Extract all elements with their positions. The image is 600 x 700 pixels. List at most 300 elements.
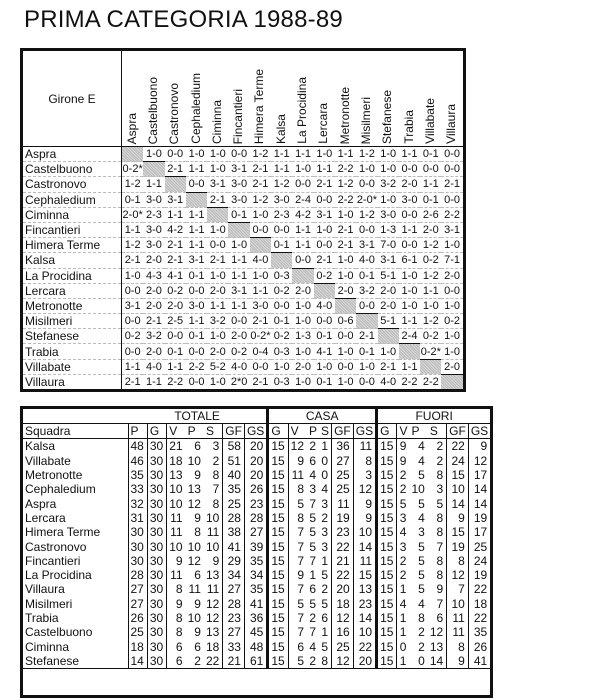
- stat-cell: 4: [321, 482, 329, 497]
- stat-cell: 2: [397, 482, 410, 496]
- stat-cell: 5: [418, 468, 425, 483]
- stat-cell: 9: [353, 511, 376, 525]
- result-cell: 0-1: [122, 192, 144, 207]
- column-header: GF: [447, 424, 469, 439]
- diagonal-cell: [271, 253, 292, 268]
- stat-cell: 13: [429, 639, 444, 654]
- stat-cell: 11: [288, 468, 307, 482]
- stat-cell: 20: [244, 439, 267, 454]
- stat-cell: 35: [244, 582, 267, 596]
- stat-cell: 15: [268, 525, 288, 539]
- stat-cell: 5: [436, 496, 444, 511]
- result-cell: 0-0: [420, 162, 441, 177]
- matrix-corner-label: Girone E: [22, 50, 122, 147]
- result-cell: 7-1: [441, 253, 464, 268]
- result-cell: 1-1: [186, 314, 207, 329]
- stat-cell: 8: [436, 553, 444, 568]
- matrix-row: [22, 238, 465, 253]
- result-cell: 3-1: [356, 238, 377, 253]
- result-cell: 0-0: [441, 162, 464, 177]
- result-cell: 1-0: [356, 359, 377, 374]
- stat-cell: 15: [268, 625, 288, 639]
- column-team-name: Stefanese: [380, 89, 395, 144]
- result-cell: 1-0: [228, 238, 249, 253]
- result-cell: 0-0: [122, 283, 144, 298]
- stat-cell: 14: [429, 653, 444, 668]
- stat-cell: 35: [468, 625, 491, 639]
- stat-cell: 10: [447, 597, 469, 611]
- stat-cell: 12: [447, 568, 469, 582]
- stat-cell: 9: [212, 553, 220, 568]
- matrix-column-header: [143, 50, 164, 147]
- standings-body: [22, 439, 492, 669]
- result-cell: 1-0: [292, 298, 313, 313]
- matrix-row: [22, 192, 465, 207]
- stat-cell: 15: [268, 454, 288, 468]
- stat-cell: 30: [147, 625, 166, 639]
- result-cell: 0-2: [122, 329, 144, 344]
- diagonal-cell: [207, 207, 228, 222]
- result-cell: 2-2: [420, 374, 441, 390]
- column-header: GF: [332, 424, 354, 439]
- stat-cell: 41: [223, 539, 245, 553]
- stat-cell: 3: [397, 511, 410, 525]
- stat-cell: 10: [167, 539, 186, 553]
- stat-cell: 23: [244, 496, 267, 510]
- standings-row: [22, 454, 492, 468]
- stat-cell: 25: [332, 482, 354, 496]
- stat-cell: 5: [309, 510, 317, 525]
- result-cell: 2-1: [378, 359, 399, 374]
- stat-cell: 3: [321, 496, 329, 511]
- result-cell: 2-0: [143, 344, 164, 359]
- matrix-row: [22, 268, 465, 283]
- stat-cell: 6: [194, 568, 201, 583]
- stat-cell: 15: [268, 439, 288, 454]
- column-team-name: Misilmeri: [358, 96, 373, 144]
- result-cell: 2-0: [420, 222, 441, 237]
- result-cell: 1-2: [356, 147, 377, 162]
- stat-cell: 8: [194, 525, 201, 540]
- stat-cell: 11: [188, 582, 201, 597]
- result-cell: 3-0: [143, 222, 164, 237]
- stat-cell: 8: [436, 525, 444, 540]
- stat-cell: 1: [397, 611, 410, 625]
- result-cell: 1-2: [335, 177, 356, 192]
- stat-cell: 30: [147, 597, 166, 611]
- row-team-name: Stefanese: [22, 329, 122, 344]
- stat-cell: 15: [268, 611, 288, 625]
- results-matrix: [20, 48, 466, 392]
- stat-cell: 5: [418, 582, 425, 597]
- stat-cell: 2: [309, 653, 317, 668]
- result-cell: 1-0: [441, 344, 464, 359]
- column-team-name: Castelbuono: [145, 76, 160, 144]
- matrix-column-header: [122, 50, 144, 147]
- result-cell: 0-1: [356, 344, 377, 359]
- result-cell: 1-0: [378, 344, 399, 359]
- stat-cell: 12: [332, 611, 354, 625]
- stat-cell: 30: [147, 582, 166, 596]
- stat-cell: 4: [418, 510, 425, 525]
- stat-cell: 0: [321, 453, 329, 468]
- stat-cell: 8: [447, 554, 469, 568]
- result-cell: 2-0: [292, 359, 313, 374]
- result-cell: 1-0: [207, 222, 228, 237]
- column-team-name: Metronotte: [337, 86, 352, 144]
- stat-cell: 8: [436, 468, 444, 483]
- row-team-name: Lercara: [22, 283, 122, 298]
- stat-cell: 5: [321, 639, 329, 654]
- stat-cell: 3: [309, 482, 317, 497]
- column-team-name: Trabia: [401, 110, 416, 144]
- stat-cell: 15: [377, 439, 397, 454]
- stat-cell: 12: [187, 553, 201, 568]
- result-cell: 3-1: [207, 177, 228, 192]
- stat-cell: 1: [397, 582, 410, 596]
- result-cell: 4-0: [228, 359, 249, 374]
- stat-cell: 23: [353, 597, 376, 611]
- stat-cell: 11: [167, 511, 186, 525]
- standings-row: [22, 468, 492, 482]
- result-cell: 1-0: [314, 359, 335, 374]
- result-cell: 3-0: [228, 177, 249, 192]
- stat-cell: 6: [309, 453, 317, 468]
- stat-cell: 8: [353, 454, 376, 468]
- column-header: G: [268, 424, 288, 439]
- stat-cell: 30: [147, 511, 166, 525]
- matrix-row: [22, 329, 465, 344]
- stat-cell: 46: [128, 454, 147, 468]
- stat-cell: 2: [321, 510, 329, 525]
- stat-cell: 33: [128, 482, 147, 496]
- stat-cell: 4: [418, 453, 425, 468]
- result-cell: 1-1: [165, 207, 186, 222]
- stat-cell: 5: [288, 597, 307, 611]
- result-cell: 4-0: [250, 253, 271, 268]
- result-cell: 1-1: [292, 222, 313, 237]
- team-name: Misilmeri: [25, 596, 73, 611]
- stat-cell: 7: [288, 525, 307, 539]
- stat-cell: 48: [128, 439, 147, 454]
- result-cell: 2-1: [314, 177, 335, 192]
- result-cell: 0-0: [399, 207, 420, 222]
- stat-cell: 9: [167, 554, 186, 568]
- column-header: GS: [244, 424, 267, 439]
- column-header: GF: [223, 424, 245, 439]
- result-cell: 0-1: [228, 207, 249, 222]
- result-cell: 1-2: [122, 238, 144, 253]
- stat-cell: 45: [244, 625, 267, 639]
- result-cell: 2-1: [335, 222, 356, 237]
- column-header: P: [309, 424, 318, 439]
- matrix-row: [22, 147, 465, 162]
- stat-cell: 13: [353, 582, 376, 596]
- group-totale: TOTALE: [128, 408, 268, 424]
- stat-cell: 7: [309, 625, 317, 640]
- stat-cell: 15: [377, 568, 397, 582]
- result-cell: 1-2: [122, 177, 144, 192]
- result-cell: 5-1: [378, 314, 399, 329]
- stat-cell: 31: [128, 511, 147, 525]
- result-cell: 0-1: [271, 314, 292, 329]
- result-cell: 2-2: [335, 192, 356, 207]
- result-cell: 2-0: [207, 344, 228, 359]
- team-name: Castelbuono: [25, 625, 93, 640]
- stat-cell: 15: [377, 496, 397, 510]
- stat-cell: 10: [167, 496, 186, 510]
- result-cell: 3-0: [399, 192, 420, 207]
- stat-cell: 41: [468, 654, 491, 669]
- result-cell: 2-5: [165, 314, 186, 329]
- matrix-column-header: [186, 50, 207, 147]
- stat-cell: 9: [194, 510, 201, 525]
- result-cell: 3-0: [186, 298, 207, 313]
- result-cell: 4-0: [378, 374, 399, 390]
- matrix-column-header: [271, 50, 292, 147]
- stat-cell: 30: [147, 554, 166, 568]
- result-cell: 1-0: [335, 344, 356, 359]
- result-cell: 2-1: [165, 162, 186, 177]
- stat-cell: 5: [418, 568, 425, 583]
- diagonal-cell: [292, 268, 313, 283]
- result-cell: 2-2: [165, 374, 186, 390]
- stat-cell: 28: [128, 568, 147, 582]
- result-cell: 0-0: [356, 222, 377, 237]
- team-name: La Procidina: [25, 568, 92, 583]
- result-cell: 0-2*: [250, 330, 271, 343]
- result-cell: 0-0: [356, 374, 377, 390]
- result-cell: 4-2: [165, 222, 186, 237]
- result-cell: 0-1: [186, 329, 207, 344]
- result-cell: 2-1: [441, 177, 464, 192]
- result-cell: 0-0: [250, 359, 271, 374]
- column-team-name: Ciminna: [209, 99, 224, 144]
- group-fuori: FUORI: [377, 408, 492, 424]
- result-cell: 0-0: [314, 192, 335, 207]
- stat-cell: 0: [321, 468, 329, 483]
- stat-cell: 30: [147, 654, 166, 669]
- diagonal-cell: [420, 359, 441, 374]
- column-header: Squadra: [22, 424, 129, 439]
- result-cell: 1-2: [250, 147, 271, 162]
- stat-cell: 38: [223, 525, 245, 539]
- matrix-column-header: [207, 50, 228, 147]
- stat-cell: 26: [468, 639, 491, 653]
- stat-cell: 14: [353, 539, 376, 553]
- stat-cell: 30: [147, 482, 166, 496]
- result-cell: 2-2: [441, 207, 464, 222]
- result-cell: 0-0: [292, 253, 313, 268]
- result-cell: 0-0: [228, 147, 249, 162]
- result-cell: 1-0: [292, 374, 313, 390]
- stat-cell: 6: [194, 639, 201, 654]
- result-cell: 1-1: [143, 177, 164, 192]
- result-cell: 1-1: [143, 374, 164, 390]
- stat-cell: 10: [411, 482, 425, 497]
- standings-row: [22, 639, 492, 653]
- stat-cell: 30: [147, 454, 166, 468]
- stat-cell: 10: [353, 525, 376, 539]
- result-cell: 0-0: [441, 192, 464, 207]
- result-cell: 1-1: [292, 238, 313, 253]
- result-cell: 1-0: [335, 268, 356, 283]
- result-cell: 2-1: [250, 162, 271, 177]
- matrix-row: [22, 298, 465, 313]
- stat-cell: 17: [468, 525, 491, 539]
- result-cell: 4-1: [165, 268, 186, 283]
- result-cell: 0-0: [441, 283, 464, 298]
- stat-cell: 30: [147, 611, 166, 625]
- column-header: V: [288, 424, 307, 439]
- row-team-name: Villaura: [22, 374, 122, 390]
- matrix-column-header: [292, 50, 313, 147]
- standings-footer: [22, 669, 492, 697]
- column-header: GS: [353, 424, 376, 439]
- result-cell: 1-1: [165, 359, 186, 374]
- stat-cell: 15: [268, 582, 288, 596]
- result-cell: 0-0: [250, 222, 271, 237]
- result-cell: 3-2: [378, 177, 399, 192]
- matrix-column-header: [314, 50, 335, 147]
- result-cell: 0-1: [186, 268, 207, 283]
- result-cell: 1-1: [314, 162, 335, 177]
- row-team-name: Misilmeri: [22, 314, 122, 329]
- stat-cell: 9: [194, 468, 201, 483]
- result-cell: 1-0: [399, 283, 420, 298]
- stat-cell: 5: [418, 496, 425, 511]
- column-header: P: [409, 424, 427, 439]
- stat-cell: 25: [332, 468, 354, 482]
- result-cell: 1-0: [122, 268, 144, 283]
- result-cell: 0-0: [399, 162, 420, 177]
- standings-table: [20, 406, 493, 698]
- stat-cell: 4: [309, 468, 317, 483]
- column-header: P: [128, 424, 147, 439]
- stat-cell: 7: [447, 582, 469, 596]
- diagonal-cell: [378, 329, 399, 344]
- result-cell: 2-1: [207, 192, 228, 207]
- column-header: V: [397, 424, 410, 439]
- stat-cell: 9: [468, 439, 491, 454]
- stat-cell: 30: [147, 539, 166, 553]
- result-cell: 2-1: [335, 238, 356, 253]
- result-cell: 1-2: [420, 268, 441, 283]
- stat-cell: 11: [167, 568, 186, 582]
- result-cell: 1-1: [292, 147, 313, 162]
- result-cell: 0-4: [250, 344, 271, 359]
- stat-cell: 13: [205, 568, 220, 583]
- team-name: Kalsa: [25, 439, 56, 454]
- team-name: Cephaledium: [25, 482, 96, 497]
- standings-row: [22, 625, 492, 639]
- stat-cell: 12: [332, 654, 354, 669]
- standings-row: [22, 582, 492, 596]
- result-cell: 1-1: [122, 222, 144, 237]
- stat-cell: 4: [309, 639, 317, 654]
- result-cell: 1-0: [441, 298, 464, 313]
- result-cell: 1-3: [378, 222, 399, 237]
- stat-cell: 27: [244, 525, 267, 539]
- stat-cell: 27: [128, 597, 147, 611]
- result-cell: 4-0: [143, 359, 164, 374]
- stat-cell: 8: [167, 611, 186, 625]
- result-cell: 0-2*: [122, 163, 143, 176]
- result-cell: 0-0: [228, 314, 249, 329]
- stat-cell: 2: [436, 453, 444, 468]
- result-cell: 2-1: [165, 253, 186, 268]
- result-cell: 0-0: [441, 147, 464, 162]
- result-cell: 3-1: [228, 283, 249, 298]
- stat-cell: 0: [397, 639, 410, 653]
- stat-cell: 11: [447, 625, 469, 639]
- result-cell: 2-2: [399, 374, 420, 390]
- stat-cell: 2: [397, 554, 410, 568]
- stat-cell: 7: [288, 539, 307, 553]
- matrix-column-header: [441, 50, 464, 147]
- result-cell: 1-2: [420, 314, 441, 329]
- stat-cell: 30: [147, 639, 166, 653]
- stat-cell: 5: [321, 568, 329, 583]
- group-casa: CASA: [268, 408, 377, 424]
- stat-cell: 6: [167, 654, 186, 669]
- stat-cell: 15: [377, 582, 397, 596]
- result-cell: 0-1: [314, 374, 335, 390]
- row-team-name: Aspra: [22, 147, 122, 162]
- result-cell: 0-0: [314, 314, 335, 329]
- result-cell: 1-2: [250, 192, 271, 207]
- result-cell: 1-0: [292, 314, 313, 329]
- result-cell: 4-3: [143, 268, 164, 283]
- stat-cell: 22: [353, 639, 376, 653]
- team-name: Ciminna: [25, 639, 70, 654]
- result-cell: 3-1: [314, 207, 335, 222]
- stat-cell: 26: [128, 611, 147, 625]
- column-header: GS: [468, 424, 491, 439]
- result-cell: 3-2: [143, 329, 164, 344]
- stat-cell: 17: [468, 468, 491, 482]
- stat-cell: 14: [128, 654, 147, 669]
- stat-cell: 20: [353, 654, 376, 669]
- stat-cell: 9: [436, 582, 444, 597]
- stat-cell: 10: [353, 625, 376, 639]
- result-cell: 0-0: [186, 374, 207, 390]
- stat-cell: 32: [128, 496, 147, 510]
- matrix-row: [22, 162, 465, 177]
- stat-cell: 7: [288, 625, 307, 639]
- result-cell: 1-0: [441, 329, 464, 344]
- column-team-name: La Procidina: [295, 77, 310, 144]
- stat-cell: 11: [167, 525, 186, 539]
- result-cell: 0-0: [186, 177, 207, 192]
- stat-cell: 9: [194, 596, 201, 611]
- stat-cell: 9: [288, 568, 307, 582]
- result-cell: 1-0: [314, 222, 335, 237]
- stat-cell: 12: [353, 482, 376, 496]
- stat-cell: 30: [147, 568, 166, 582]
- result-cell: 4-0: [314, 298, 335, 313]
- stat-cell: 1: [321, 625, 329, 640]
- stat-cell: 20: [244, 468, 267, 482]
- stat-cell: 12: [468, 454, 491, 468]
- stat-cell: 5: [418, 539, 425, 554]
- result-cell: 2-2: [335, 162, 356, 177]
- result-cell: 0-0: [335, 329, 356, 344]
- column-team-name: Kalsa: [273, 113, 288, 144]
- result-cell: 1-1: [186, 222, 207, 237]
- result-cell: 0-0: [399, 238, 420, 253]
- standings-header-row: [22, 424, 492, 439]
